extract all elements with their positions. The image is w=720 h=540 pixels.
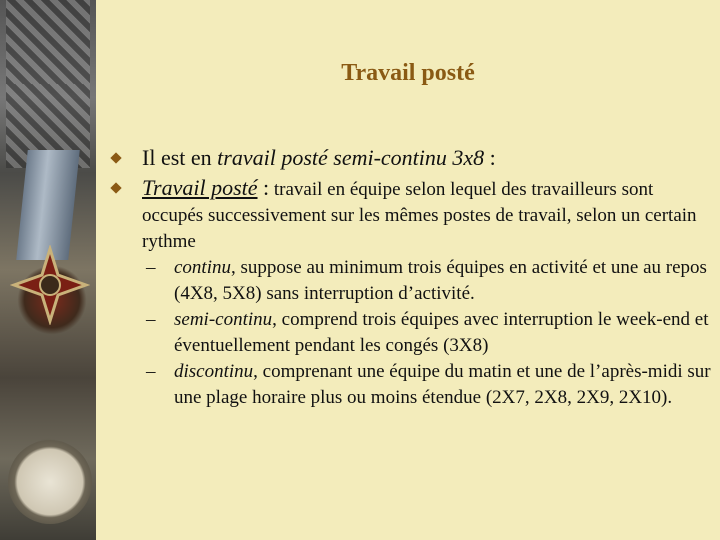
dash-marker: – (146, 361, 156, 382)
medal-ribbon (16, 150, 80, 260)
slide-title: Travail posté (341, 60, 475, 86)
dash-marker: – (146, 257, 156, 278)
sub-item-semi-continu (112, 307, 712, 359)
diamond-bullet-icon (110, 182, 121, 193)
sub-item-term: continu (174, 257, 231, 278)
sub-item-text: , suppose au minimum trois équipes en activité et une au repos (4X8, 5X8) sans interruption d’activité. (174, 257, 707, 304)
decorative-side-image (0, 0, 96, 540)
bullet-item (112, 175, 712, 255)
bullet-suffix: : (484, 145, 496, 170)
sub-item-term: semi-continu (174, 309, 273, 330)
sub-item-text: , comprenant une équipe du matin et une de l’après-midi sur une plage horaire plus ou moins étendue (2X7, 2X8, 2X9, 2X10). (174, 361, 711, 408)
dash-marker: – (146, 309, 156, 330)
definition-text: travail en équipe selon lequel des travailleurs sont occupés successivement sur les mêmes postes de travail, selon un certain rythme (142, 179, 697, 252)
term-travail-poste: Travail posté (142, 175, 258, 200)
compass-icon (8, 440, 92, 524)
term-colon: : (257, 175, 270, 200)
slide-body (112, 145, 712, 411)
sub-item-term: discontinu (174, 361, 254, 382)
bullet-italic: travail posté semi-continu 3x8 (217, 145, 485, 170)
bullet-prefix: Il est en (142, 145, 218, 170)
bullet-item (112, 145, 712, 173)
sub-item-continu (112, 255, 712, 307)
sub-item-discontinu (112, 359, 712, 411)
medal-cross-icon (10, 245, 90, 325)
diamond-bullet-icon (110, 152, 121, 163)
pattern-tile (6, 0, 90, 84)
sub-item-text: , comprend trois équipes avec interruption le week-end et éventuellement pendant les congés (3X8) (174, 309, 709, 356)
